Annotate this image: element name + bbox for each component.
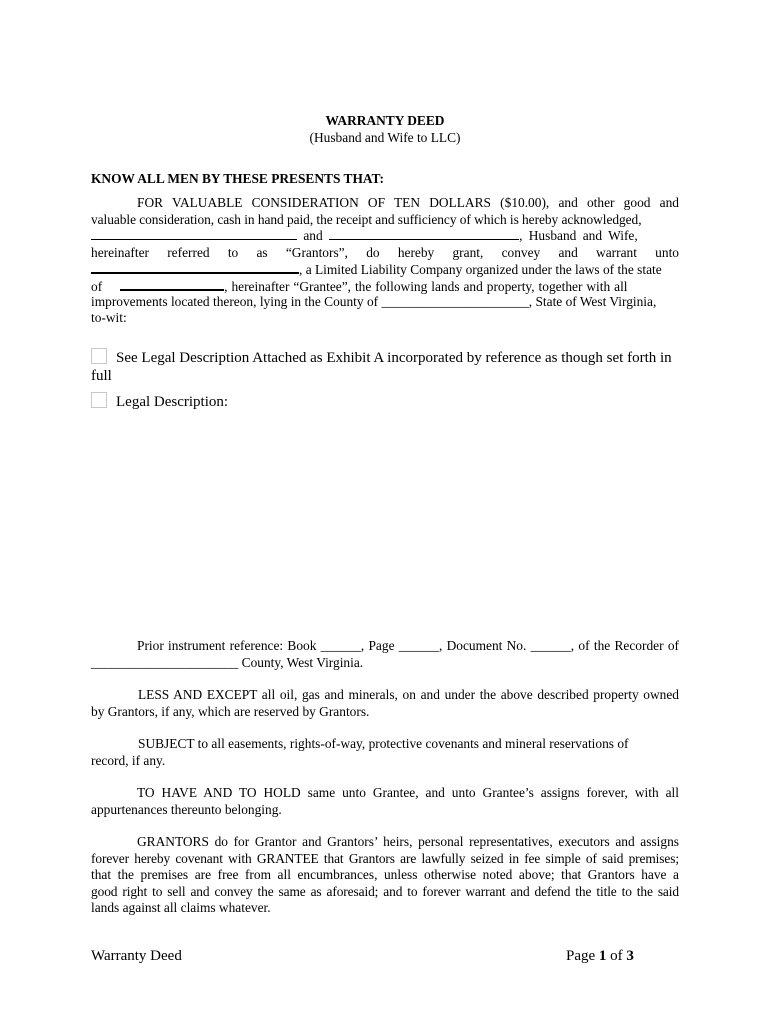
- covenants-line-3: that the premises are free from all encumbrances, unless otherwise noted above; that Grantors have a: [91, 867, 679, 882]
- current-page: 1: [598, 948, 607, 964]
- consideration-line-7: [91, 293, 679, 310]
- total-pages: 3: [626, 948, 634, 964]
- covenants-line-5: lands against all claims whatever.: [91, 900, 271, 915]
- grantee-text: , hereinafter “Grantee”, the following lands and property, together with all: [224, 279, 628, 294]
- grantor-2-blank[interactable]: [329, 227, 519, 240]
- legal-description-label: Legal Description:: [116, 394, 229, 410]
- footer-page-number: [566, 947, 634, 965]
- exhibit-a-checkbox[interactable]: [91, 348, 107, 364]
- document-title: WARRANTY DEED: [325, 113, 445, 128]
- consideration-line-1: FOR VALUABLE CONSIDERATION OF TEN DOLLARS ($10.00), and other good and: [137, 195, 679, 210]
- llc-text: , a Limited Liability Company organized under the laws of the state: [299, 262, 662, 277]
- document-subtitle: (Husband and Wife to LLC): [309, 130, 461, 145]
- consideration-line-4: hereinafter referred to as “Grantors”, do hereby grant, convey and warrant unto: [91, 245, 679, 260]
- exhibit-a-label-line-1: See Legal Description Attached as Exhibit A incorporated by reference as though set forth in: [116, 350, 672, 366]
- subject-to-line-1: SUBJECT to all easements, rights-of-way, protective covenants and mineral reservations of: [138, 736, 629, 751]
- covenants-line-4: good right to sell and convey the same as aforesaid; and to forever warrant and defend the title to the said: [91, 884, 679, 899]
- habendum-line-1: TO HAVE AND TO HOLD same unto Grantee, and unto Grantee’s assigns forever, with all: [137, 785, 679, 800]
- intro-heading: KNOW ALL MEN BY THESE PRESENTS THAT:: [91, 171, 384, 186]
- habendum-line-2: appurtenances thereunto belonging.: [91, 802, 282, 817]
- and-text: and: [303, 228, 323, 243]
- prior-instrument-line-1: Prior instrument reference: Book ______, Page ______, Document No. ______, of the Recorder of: [137, 638, 679, 653]
- exhibit-a-label-line-2: full: [91, 368, 112, 384]
- less-except-line-2: by Grantors, if any, which are reserved by Grantors.: [91, 704, 370, 719]
- state-wv-text: , State of West Virginia,: [528, 294, 657, 309]
- grantor-1-blank[interactable]: [91, 227, 297, 240]
- legal-description-checkbox[interactable]: [91, 392, 107, 408]
- county-lead-text: improvements located thereon, lying in the County of: [91, 294, 379, 309]
- less-except-line-1: LESS AND EXCEPT all oil, gas and minerals, on and under the above described property owned: [138, 687, 679, 702]
- consideration-line-5: [91, 260, 679, 278]
- consideration-line-3: [91, 227, 679, 244]
- covenants-line-2: forever hereby covenant with GRANTEE that Grantors are lawfully seized in fee simple of said premises;: [91, 851, 679, 866]
- page-prefix: Page: [566, 948, 596, 964]
- covenants-line-1: GRANTORS do for Grantor and Grantors’ heirs, personal representatives, executors and assigns: [137, 834, 679, 849]
- consideration-line-8: to-wit:: [91, 310, 127, 325]
- of-text: of: [91, 279, 103, 294]
- husband-wife-text: , Husband and Wife,: [519, 228, 638, 243]
- grantee-name-blank[interactable]: [91, 260, 299, 274]
- page-of: of: [610, 948, 623, 964]
- subject-to-line-2: record, if any.: [91, 753, 166, 768]
- prior-instrument-line-2: ______________________ County, West Virginia.: [91, 655, 364, 670]
- county-blank[interactable]: ______________________: [381, 294, 529, 309]
- consideration-line-2: valuable consideration, cash in hand paid, the receipt and sufficiency of which is hereby acknowledged,: [91, 212, 642, 227]
- state-blank[interactable]: [120, 277, 224, 291]
- footer-document-name: Warranty Deed: [91, 948, 182, 964]
